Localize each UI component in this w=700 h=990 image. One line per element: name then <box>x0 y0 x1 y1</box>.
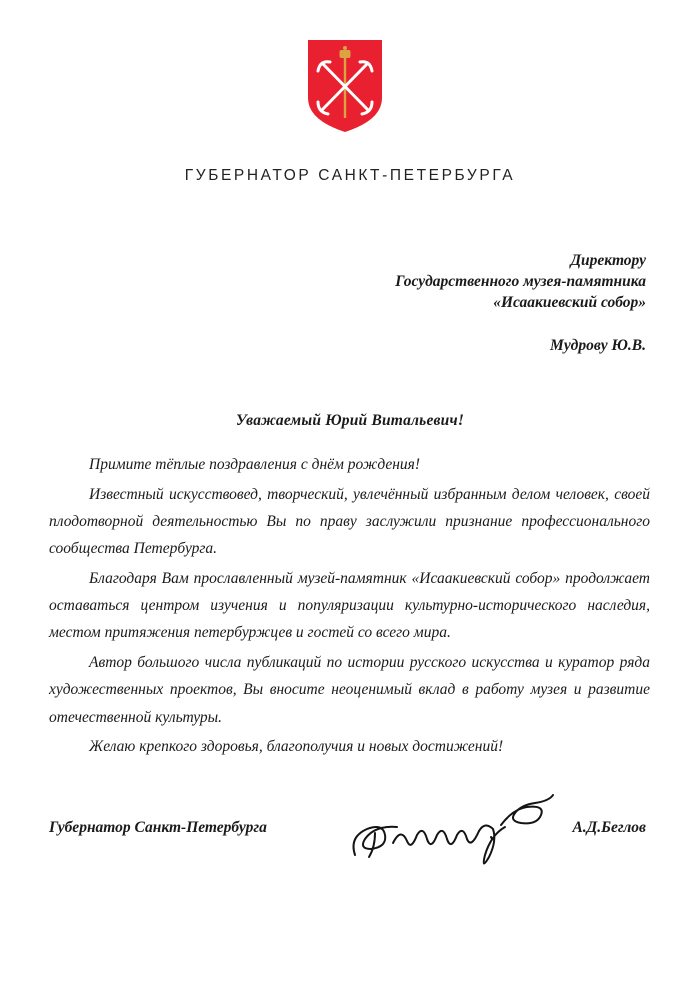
handwritten-signature-icon <box>345 785 560 875</box>
signatory-name: А.Д.Беглов <box>572 819 646 836</box>
body-paragraph: Желаю крепкого здоровья, благополучия и новых достижений! <box>89 738 504 756</box>
salutation: Уважаемый Юрий Витальевич! <box>235 412 465 429</box>
addressee-name: Мудрову Ю.В. <box>550 337 646 354</box>
body-paragraph: Автор большого числа публикаций по истории русского искусства и куратор ряда художественных проектов, Вы вносите неоценимый вклад в работу музея и развитие отечественной культуры. <box>49 654 650 726</box>
addressee-line: Директору <box>570 252 646 269</box>
addressee-line: «Исаакиевский собор» <box>493 294 646 311</box>
addressee-line: Государственного музея-памятника <box>395 273 646 290</box>
signatory-title: Губернатор Санкт-Петербурга <box>49 819 267 836</box>
body-paragraph: Известный искусствовед, творческий, увлечённый избранным делом человек, своей плодотворной деятельностью Вы по праву заслужили признание профессионального сообщества Петербурга. <box>49 485 650 558</box>
letter-body <box>49 451 650 763</box>
coat-of-arms-icon <box>306 38 384 134</box>
letterhead-title: ГУБЕРНАТОР САНКТ-ПЕТЕРБУРГА <box>184 167 516 184</box>
addressee-block <box>395 250 646 356</box>
body-paragraph: Примите тёплые поздравления с днём рождения! <box>89 456 421 473</box>
body-paragraph: Благодаря Вам прославленный музей-памятник «Исаакиевский собор» продолжает оставаться центром изучения и популяризации культурно-исторического наследия, местом притяжения петербуржцев и гостей со всего мира. <box>49 570 650 642</box>
